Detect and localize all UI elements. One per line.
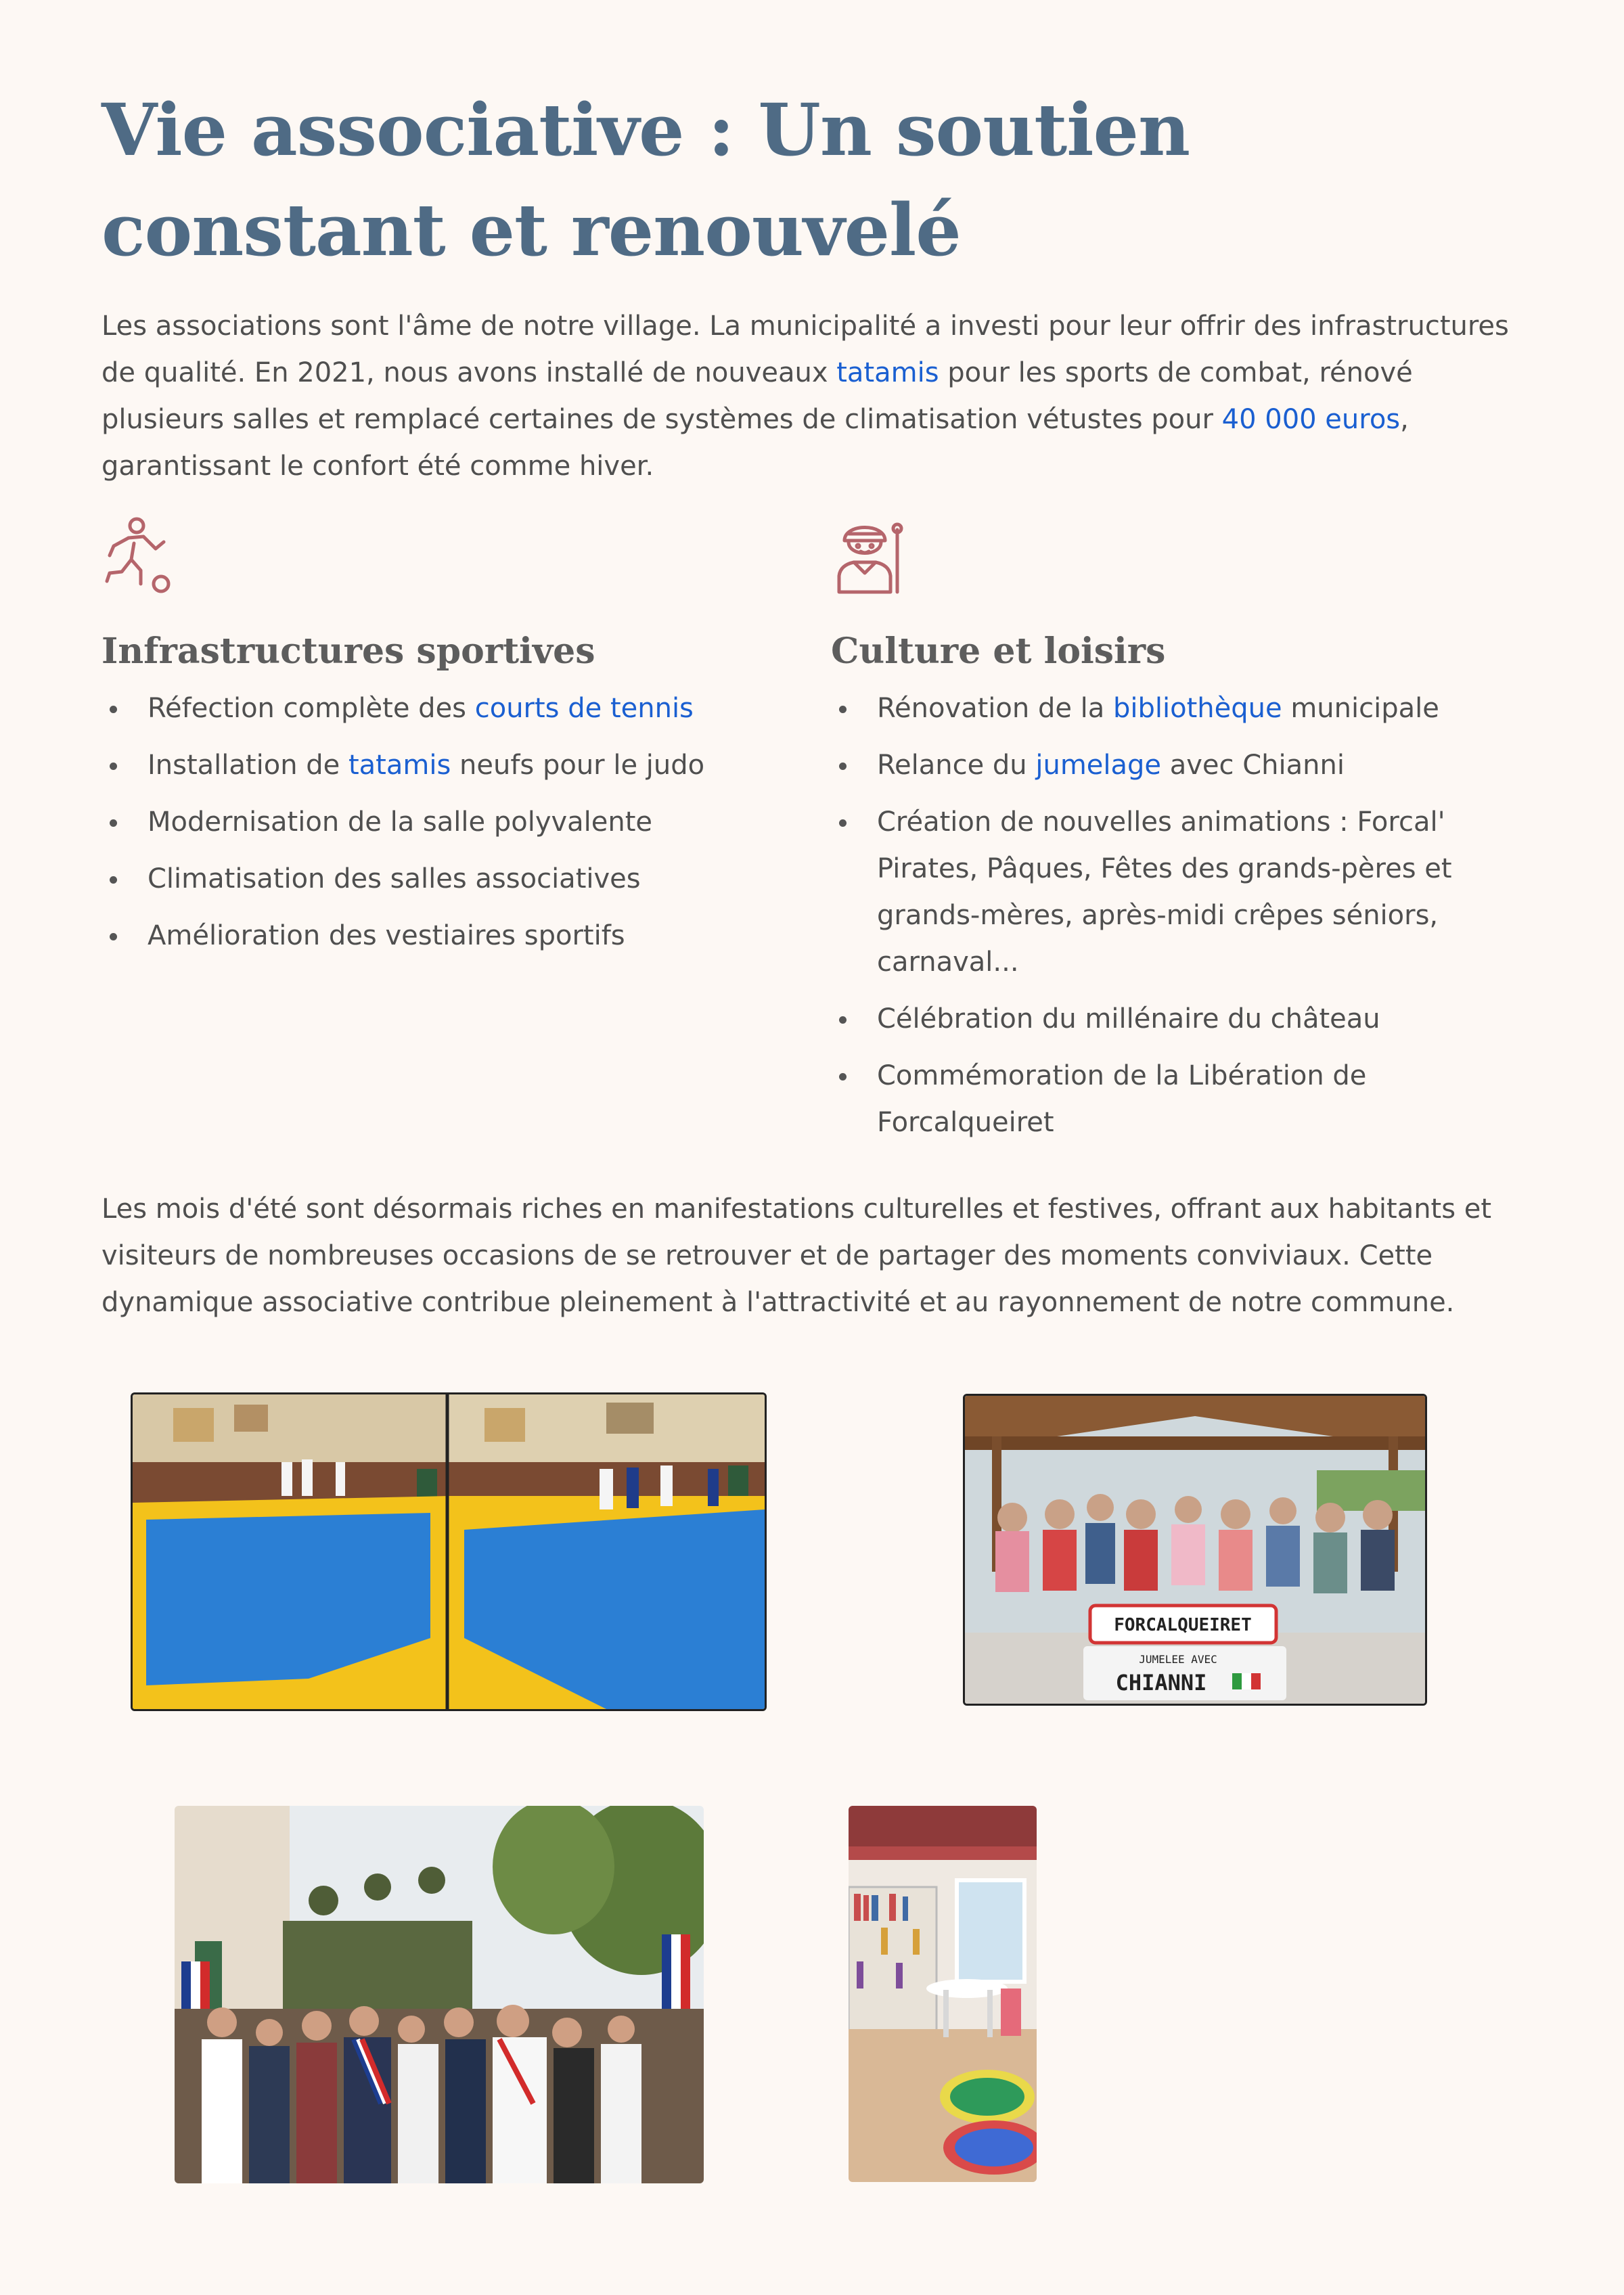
liberation-commemoration-photo <box>175 1806 704 2183</box>
list-item: Installation de tatamis neufs pour le judo <box>102 742 778 789</box>
intro-paragraph: Les associations sont l'âme de notre village. La municipalité a investi pour leur offrir des infrastructures de qualité. En 2021, nous avons installé de nouveaux tatamis pour les sports de combat, rénové plusieurs salles et remplacé certaines de systèmes de climatisation vétustes pour 40 000 euros, garantissant le confort été comme hiver. <box>102 311 1509 482</box>
culture-list <box>831 685 1508 1146</box>
link-tatamis[interactable]: tatamis <box>836 357 939 388</box>
link-40000-euros[interactable]: 40 000 euros <box>1221 404 1401 435</box>
dojo-tatami-photo <box>131 1392 767 1711</box>
list-item: Amélioration des vestiaires sportifs <box>102 913 778 959</box>
list-item: Climatisation des salles associatives <box>102 856 778 903</box>
list-item: Célébration du millénaire du château <box>831 996 1508 1043</box>
artist-icon <box>831 516 905 597</box>
link-tatamis-judo[interactable]: tatamis <box>348 750 451 781</box>
culture-heading: Culture et loisirs <box>831 631 1166 672</box>
list-item: Modernisation de la salle polyvalente <box>102 799 778 846</box>
outro-paragraph: Les mois d'été sont désormais riches en manifestations culturelles et festives, offrant aux habitants et visiteurs de nombreuses occasions de se retrouver et de partager des moments conviviaux. Cette dynamique associative contribue pleinement à l'attractivité et au rayonnement de notre commune. <box>102 1194 1492 1318</box>
sports-list <box>102 685 778 959</box>
sign-jumelee-text: JUMELEE AVEC <box>1139 1653 1217 1666</box>
sports-heading: Infrastructures sportives <box>102 631 595 672</box>
link-jumelage[interactable]: jumelage <box>1035 750 1162 781</box>
link-courts-de-tennis[interactable]: courts de tennis <box>474 693 694 724</box>
list-item: Réfection complète des courts de tennis <box>102 685 778 732</box>
list-item: Rénovation de la bibliothèque municipale <box>831 685 1508 732</box>
link-bibliotheque[interactable]: bibliothèque <box>1113 693 1282 724</box>
sign-forcalqueiret-text: FORCALQUEIRET <box>1114 1615 1252 1635</box>
list-item: Commémoration de la Libération de Forcalqueiret <box>831 1053 1508 1146</box>
sports-section <box>102 516 778 970</box>
culture-section <box>831 516 1508 1156</box>
page-title: Vie associative : Un soutien constant et renouvelé <box>102 87 1190 272</box>
library-interior-photo <box>849 1806 1037 2182</box>
sign-chianni-text: CHIANNI <box>1115 1670 1207 1696</box>
jumelage-group-photo <box>963 1394 1427 1706</box>
list-item: Relance du jumelage avec Chianni <box>831 742 1508 789</box>
list-item: Création de nouvelles animations : Forcal' Pirates, Pâques, Fêtes des grands-pères et grands-mères, après-midi crêpes séniors, carnaval... <box>831 799 1508 986</box>
football-player-icon <box>102 516 176 597</box>
